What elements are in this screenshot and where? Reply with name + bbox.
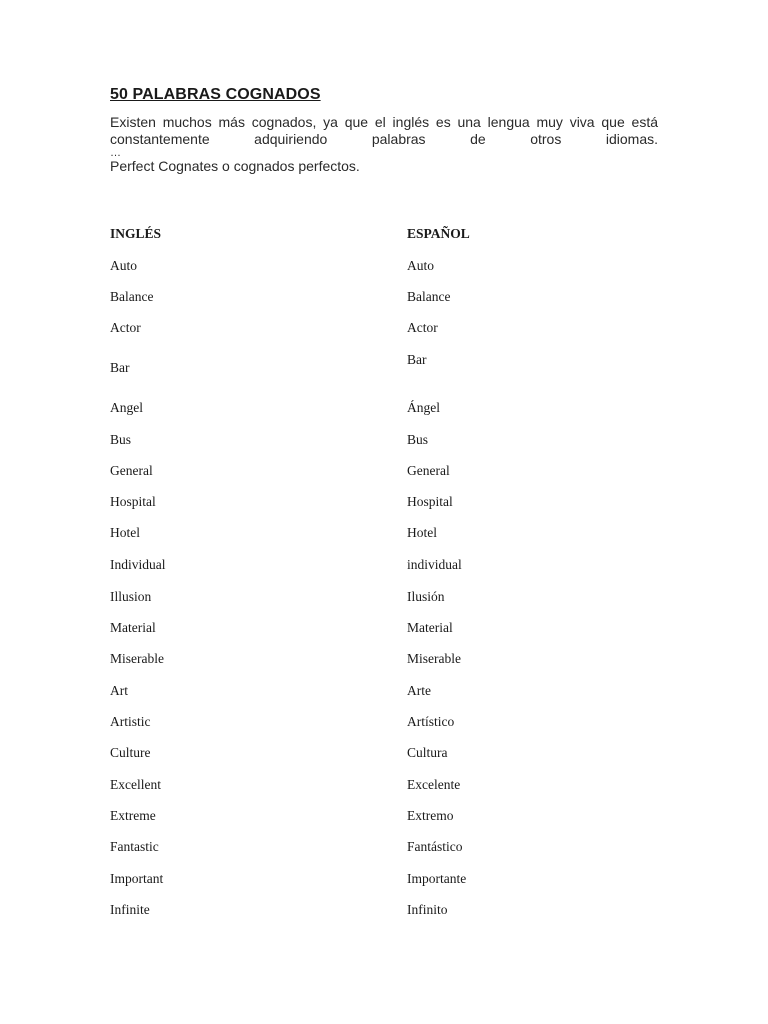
english-word: Art — [110, 683, 128, 698]
spanish-word: Miserable — [407, 651, 461, 666]
spanish-word: Material — [407, 620, 453, 635]
intro-text: Existen muchos más cognados, ya que el inglés es una lengua muy viva que está constantemente adquiriendo palabras de otros idiomas. — [110, 114, 658, 147]
english-word: Miserable — [110, 651, 164, 666]
spanish-word: Actor — [407, 320, 438, 335]
spanish-word: Infinito — [407, 902, 448, 917]
spanish-word: Extremo — [407, 808, 454, 823]
english-word: Bar — [110, 360, 130, 375]
english-word: Excellent — [110, 777, 161, 792]
spanish-word: Balance — [407, 289, 451, 304]
intro-perfect-cognates: Perfect Cognates o cognados perfectos. — [110, 158, 360, 174]
english-word: Infinite — [110, 902, 150, 917]
english-word: General — [110, 463, 153, 478]
english-word: Actor — [110, 320, 141, 335]
spanish-word: Cultura — [407, 745, 448, 760]
english-word: Bus — [110, 432, 132, 447]
spanish-word: Hospital — [407, 494, 453, 509]
english-word: Important — [110, 871, 164, 886]
document-title: 50 PALABRAS COGNADOS — [110, 86, 321, 103]
english-word: Angel — [110, 400, 143, 415]
spanish-word: Ilusión — [407, 589, 445, 604]
intro-ellipsis: … — [110, 147, 121, 159]
english-word: Artistic — [110, 714, 151, 729]
english-word: Fantastic — [110, 839, 159, 854]
spanish-word: Ángel — [407, 400, 440, 415]
column-header-english: INGLÉS — [110, 226, 162, 241]
spanish-word: Excelente — [407, 777, 461, 792]
spanish-word: General — [407, 463, 450, 478]
english-word: Illusion — [110, 589, 152, 604]
spanish-word: Auto — [407, 258, 434, 273]
spanish-word: Hotel — [407, 525, 437, 540]
spanish-word: Bus — [407, 432, 429, 447]
spanish-word: Artístico — [407, 714, 455, 729]
spanish-word: individual — [407, 557, 462, 572]
english-word: Balance — [110, 289, 154, 304]
spanish-word: Bar — [407, 352, 427, 367]
column-header-spanish: ESPAÑOL — [407, 226, 470, 241]
english-word: Auto — [110, 258, 137, 273]
english-word: Individual — [110, 557, 166, 572]
spanish-word: Fantástico — [407, 839, 463, 854]
intro-paragraph — [110, 114, 658, 175]
english-word: Culture — [110, 745, 151, 760]
spanish-word: Importante — [407, 871, 467, 886]
spanish-word: Arte — [407, 683, 431, 698]
english-word: Hospital — [110, 494, 156, 509]
english-word: Extreme — [110, 808, 156, 823]
english-word: Material — [110, 620, 156, 635]
english-word: Hotel — [110, 525, 140, 540]
